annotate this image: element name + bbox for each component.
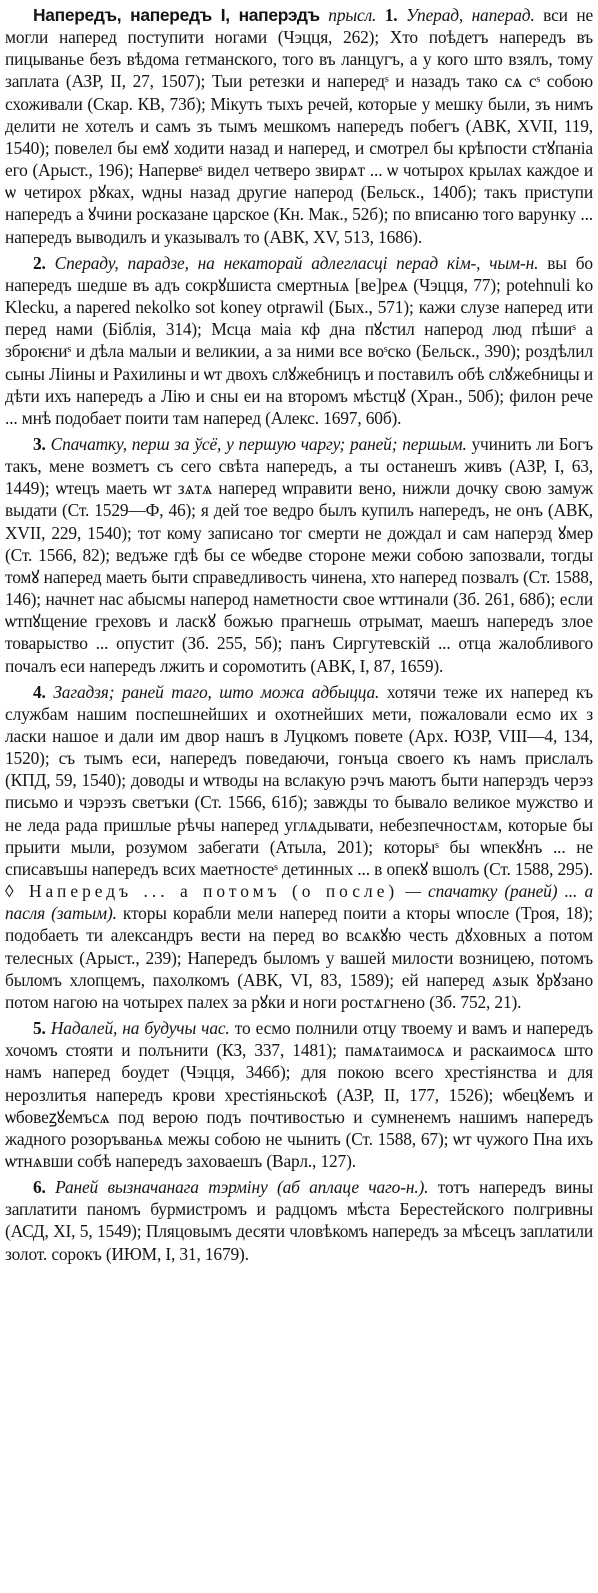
grammar-label: прысл. xyxy=(328,5,377,25)
sense-number: 1. xyxy=(384,5,398,25)
sense-definition: Уперад, наперад. xyxy=(405,5,535,25)
sense-3 xyxy=(5,433,593,677)
sense-definition: Надалей, на будучы час. xyxy=(50,1018,230,1039)
sense-number: 5. xyxy=(33,1018,46,1039)
sense-number: 6. xyxy=(33,1177,46,1198)
sense-definition: Спачатку, перш за ўсё, у першую чаргу; раней; першым. xyxy=(50,433,467,454)
phrase: ◊ Напередъ ... а потомъ (о после) xyxy=(5,881,399,902)
sense-citations: вси не могли наперед поступити ногами (Чэцця, 262); Хто поѣдетъ напередъ въ пицыванье безъ вѣдома гетманского, того въ ланцугъ, а у кого што взялъ, тому заплата (АЗР, II, 27, 1507); Тыи ретезки и напередˢ и назадъ тако сѧ cˢ собою схоживали (Скар. КВ, 73б); Мікуть тыхъ речей, которые у мешку были, зъ нимъ делити не хотелъ и самъ зъ тымъ мешкомъ напередъ побегъ (АВК, XVII, 119, 1540); повелел бы емꙋ ходити назад и наперед, и смотрел бы крѣпости стꙋпаніа его (Арыст., 196); Напервеˢ видел четверо звирѧт ... ѡ чотырох крылах каждое и ѡ четирох рꙋках, ѡдны назад другие наперод (Бельск., 140б); такъ приступи напередъ а ꙋчини росказане царское (Кн. Мак., 52б); по вписаню того варунку ... напередъ выводилъ и указывалъ то (АВК, XV, 513, 1686). xyxy=(5,5,594,247)
sense-citations: вы бо напередъ шедше въ адъ сокрꙋшиста смертныѧ [ве]реѧ (Чэцця, 77); potehnuli ko Klecku, a napered nekolko sot koney otprawil (Бых., 571); кажи слузе наперед ити перед нами (Біблія, 314); Мсца маіа кф дна пꙋстил наперод люд пѣшиˢ а зброѥниˢ и дѣла малыи и великии, а за ними все воˢско (Бельск., 390); роздѣлил сыны Ліины и Рахилины и ѡт двохъ слꙋжебницъ и поставилъ обѣ слꙋжебницы и дѣти ихъ напередъ а Лію и сны еи на второмъ мѣстцꙋ (Хран., 50б); филон рече ... мнѣ подобает поити там наперед (Алекс. 1697, 60б). xyxy=(5,252,593,428)
sense-citations-after: кторы корабли мели наперед поити а кторы ѡпосле (Троя, 18); подобаеть ти александръ вести на перед во всѧкꙋю честь дꙋховных а потом телесных (Арыст., 239); Напередъ быломъ у вашей милости возницею, потомъ быломъ хлопцемъ, пахолкомъ (АВК, VI, 83, 1589); ей наперед ѧзык ꙋрꙋзано потом нагою на чотырех палех за рꙋки и ноги ростѧгнено (Зб. 752, 21). xyxy=(5,903,593,1012)
sense-number: 2. xyxy=(33,252,46,273)
sense-citations: учинить ли Богъ такъ, мене возметъ съ сего свѣта напередъ, а ты останешъ живъ (АЗР, I, 63, 1449); ѡтецъ маеть ѡт зѧтѧ наперед ѡправити вено, нижли дочку свою замуж выдати (Ст. 1529—Ф, 46); я дей тое ведро былъ купилъ напередъ, не онъ (АВК, XVII, 229, 1540); тот кому записано тог смерти не дождал и сам наперэд ꙋмер (Ст. 1566, 82); ведъже гдѣ бы се ѡбедве стороне межи собою запозвали, тогды томꙋ наперед маеть быти справедливость чинена, хто наперед позвалъ (Ст. 1588, 146); начнет нас абысмы наперод наметности свое ѡттинали (Зб. 261, 68б); если ѡтпꙋщение греховъ и ласкꙋ божью прагнешь отрымат, маешъ напередъ злое товарыство ... опустит (Зб. 255, 5б); панъ Сиргутевскій ... отца жалобливого почалъ еси напередъ лжить и соромотить (АВК, I, 87, 1659). xyxy=(5,433,593,676)
sense-number: 3. xyxy=(33,433,46,454)
sense-5 xyxy=(5,1017,593,1172)
phrase-gloss: — спачатку (раней) ... а пасля (затым). xyxy=(5,881,594,924)
sense-6 xyxy=(5,1176,593,1265)
sense-definition: Спераду, парадзе, на некаторай адлегласці перад кім-, чым-н. xyxy=(54,252,539,273)
sense-definition: Загадзя; раней таго, што можа адбыцца. xyxy=(53,681,380,702)
sense-4 xyxy=(5,681,593,1013)
headword: Напередъ, напередъ I, наперэдъ xyxy=(33,5,320,25)
sense-2 xyxy=(5,252,593,429)
sense-number: 4. xyxy=(33,681,46,702)
sense-citations: хотячи теже их наперед къ службам нашим поспешнейших и охотнейших мети, пожаловали есмо их з ласки нашое и дали им двор нашъ в Луцкомъ повете (Арх. ЮЗР, VIII—4, 134, 1520); съ тымъ еси, напередъ поведаючи, гонъца своего къ намъ прислалъ (КПД, 59, 1540); доводы и ѡтводы на вслакую рэчъ маютъ быти наперэдъ черэз письмо и чэрэзъ светъки (Ст. 1566, 61б); завжды то бывало великое мужство и не леда рада пришлые рѣчы наперед углѧдывати, небезпечностѧм, которые бы прыити мыли, розумом забегати (Атыла, 201); которыˢ бы ѡпекꙋнъ ... не списавъшы напередъ всих маетностеˢ детинных ... в опекꙋ вшолъ (Ст. 1588, 295). xyxy=(5,681,594,879)
sense-citations: то есмо полнили отцу твоему и вамъ и напередъ хочомъ стояти и полънити (КЗ, 337, 1481); памѧтаимосѧ и раскаимосѧ што намъ наперед боудет (Чэцця, 346б); для покою всего хрестіянства и для нерозлитья напередъ крови хрестіяньскоѣ (АЗР, II, 177, 1526); ѡбецꙋемъ и ѡбовеꙁꙋемъсѧ под верою подъ почтивостью и сумненемъ нашимъ напередъ жадного розоръваньѧ межы собою не чынить (Ст. 1588, 67); ѡт чужого Пна ихъ ѡтнѧвши собѣ напередъ заховаешъ (Варл., 127). xyxy=(5,1018,593,1171)
sense-1 xyxy=(5,4,593,248)
sense-definition: Раней вызначанага тэрміну (аб аплаце чаго-н.). xyxy=(55,1177,429,1198)
sense-citations: тотъ напередъ вины заплатити паномъ бурмистромъ и радцомъ мѣста Берестейского полгривны (АСД, XI, 5, 1549); Пляцовымъ десяти чловѣкомъ напередъ за мѣсецъ заплатили золот. сорокъ (ИЮМ, I, 31, 1679). xyxy=(5,1177,593,1264)
dictionary-entry xyxy=(5,4,593,1265)
